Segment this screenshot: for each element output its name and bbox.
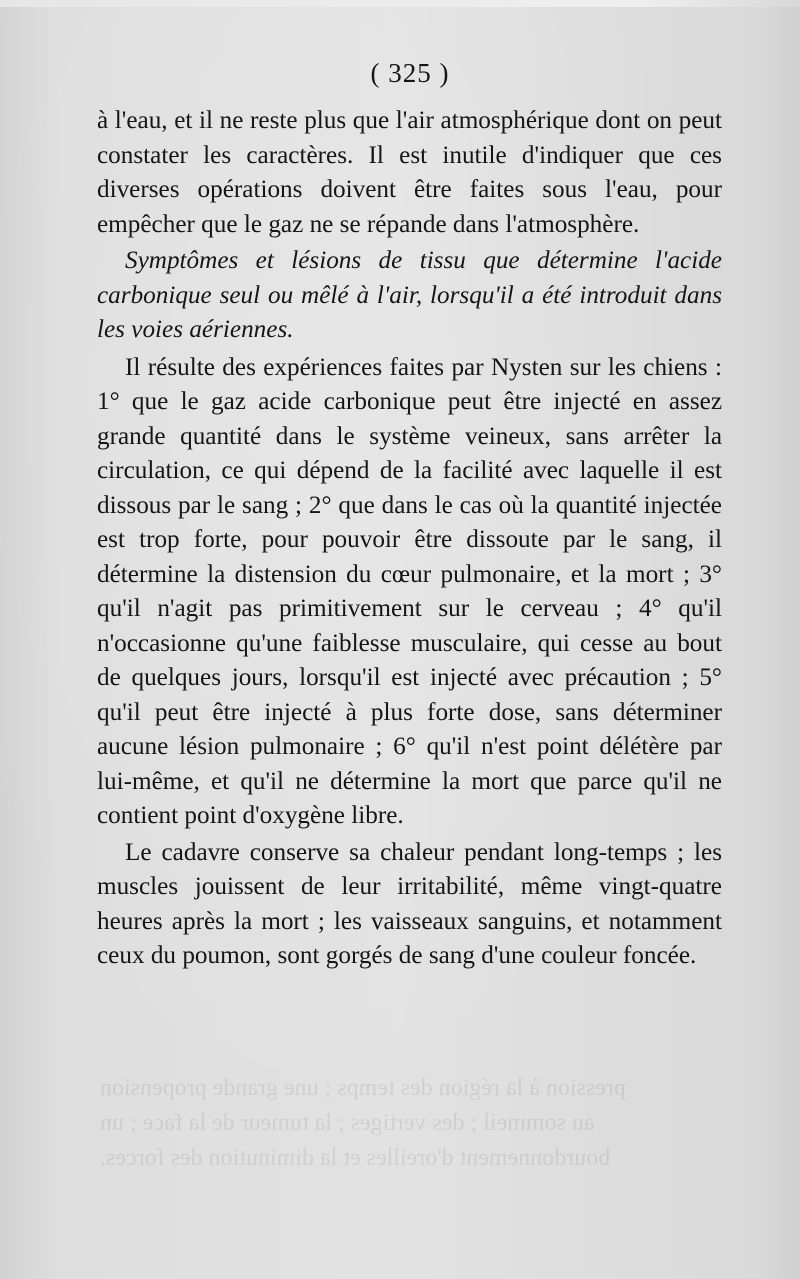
- paragraph-intro: à l'eau, et il ne reste plus que l'air atmosphérique dont on peut constater les caractères. Il est inutile d'indiquer que ces diverses opérations doivent être faites sous l'eau, pour empêcher que le gaz ne se répande dans l'atmosphère.: [97, 107, 722, 238]
- show-through-text: pression à la région des temps ; une grande propension: [100, 1075, 626, 1101]
- body-text: [97, 104, 722, 974]
- page-top-edge: [0, 0, 800, 7]
- section-heading-italic: Symptômes et lésions de tissu que détermine l'acide carbonique seul ou mêlé à l'air, lorsqu'il a été introduit dans les voies aériennes.: [97, 247, 722, 343]
- paragraph-experiments: Il résulte des expériences faites par Nysten sur les chiens : 1° que le gaz acide carbonique peut être injecté en assez grande quantité dans le système veineux, sans arrêter la circulation, ce qui dépend de la facilité avec laquelle il est dissous par le sang ; 2° que dans le cas où la quantité injectée est trop forte, pour pouvoir être dissoute par le sang, il détermine la distension du cœur pulmonaire, et la mort ; 3° qu'il n'agit pas primitivement sur le cerveau ; 4° qu'il n'occasionne qu'une faiblesse musculaire, qui cesse au bout de quelques jours, lorsqu'il est injecté avec précaution ; 5° qu'il peut être injecté à plus forte dose, sans déterminer aucune lésion pulmonaire ; 6° qu'il n'est point délétère par lui-même, et qu'il ne détermine la mort que parce qu'il ne contient point d'oxygène libre.: [97, 353, 722, 829]
- show-through-text: au sommeil ; des vertiges ; la tumeur de la face ; un: [100, 1110, 595, 1136]
- paragraph-cadaver: Le cadavre conserve sa chaleur pendant long-temps ; les muscles jouissent de leur irritabilité, même vingt-quatre heures après la mort ; les vaisseaux sanguins, et notamment ceux du poumon, sont gorgés de sang d'une couleur foncée.: [97, 838, 722, 969]
- show-through-text: bourdonnement d'oreilles et la diminution des forces.: [100, 1145, 611, 1171]
- page-number: ( 325 ): [370, 58, 450, 88]
